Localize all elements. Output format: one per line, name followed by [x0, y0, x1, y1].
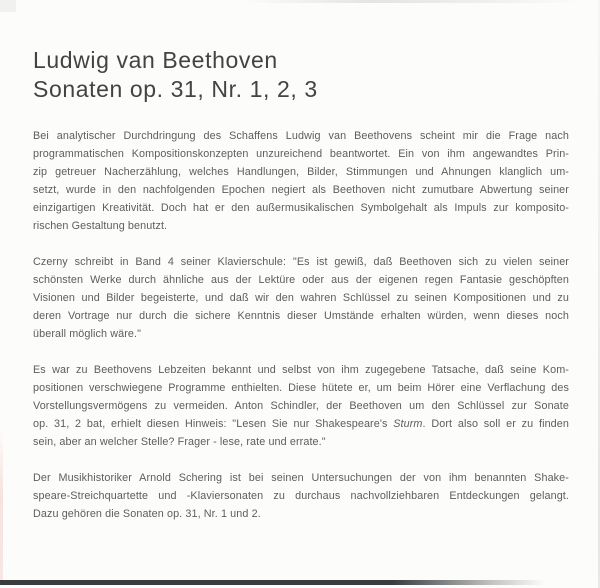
- page-title: [33, 46, 318, 104]
- page-title-line-1: Ludwig van Beethoven: [33, 47, 278, 73]
- text-line: Es war zu Beethovens Lebzeiten bekannt und selbst von ihm zugegebene Tatsache, daß seine Kom-: [33, 364, 569, 376]
- text-line: setzt, wurde in den nachfolgenden Epochen negiert als Beethoven nicht zumutbare Abwertung seiner: [33, 184, 569, 196]
- text-line: Der Musikhistoriker Arnold Schering ist bei seinen Untersuchungen der von ihm benannten Shake-: [33, 472, 569, 484]
- text-line: programmatischen Kompositionskonzepten unzureichend beantwortet. Ein von ihm angewandtes Prin-: [33, 148, 569, 160]
- scan-edge-left: [0, 430, 3, 585]
- scan-edge-bottom: [0, 580, 545, 585]
- text-line: op. 31, 2 bat, erhielt diesen Hinweis: "Lesen Sie nur Shakespeare's Sturm. Dort also soll er zu finden: [33, 418, 569, 430]
- text-line: einzigartigen Kreativität. Doch hat er den außermusikalischen Symbolgehalt als Impuls zur komposito-: [33, 202, 569, 214]
- text-line: Bei analytischer Durchdringung des Schaffens Ludwig van Beethovens scheint mir die Frage nach: [33, 130, 569, 142]
- text-line: positionen verschwiegene Programme enthielten. Diese hütete er, um beim Hörer eine Verflachung des: [33, 382, 569, 394]
- text-line: Vorstellungsvermögens zu vermeiden. Anton Schindler, der Beethoven um den Schlüssel zur Sonate: [33, 400, 569, 412]
- text-line: überall möglich wäre.": [33, 328, 142, 340]
- text-line: rischen Gestaltung benutzt.: [33, 220, 168, 232]
- paragraph-4: [33, 469, 569, 523]
- text-line: schönsten Werke durch ähnliche aus der Lektüre oder aus der eigenen regen Fantasie geschöpften: [33, 274, 569, 286]
- text-line: Visionen und Bilder begeisterte, und daß wir den wahren Schlüssel zu seinen Kompositionen und zu: [33, 292, 569, 304]
- text-line: deren Vortrage nur durch die sichere Kenntnis dieser Umstände erhalten würden, wenn dieses noch: [33, 310, 569, 322]
- text-line: Czerny schreibt in Band 4 seiner Klavierschule: "Es ist gewiß, daß Beethoven sich zu vielen seiner: [33, 256, 569, 268]
- scan-edge-top: [0, 0, 600, 3]
- text-line: speare-Streichquartette und -Klaviersonaten zu durchaus nachvollziehbaren Entdeckungen gelangt.: [33, 490, 569, 502]
- article-body: [33, 127, 569, 541]
- italic-work-title: Sturm: [393, 418, 423, 430]
- paragraph-1: [33, 127, 569, 235]
- paragraph-2: [33, 253, 569, 343]
- paragraph-3: [33, 361, 569, 451]
- text-line: Dazu gehören die Sonaten op. 31, Nr. 1 und 2.: [33, 508, 261, 520]
- scan-corner-top-left: [0, 0, 16, 12]
- text-line: sein, aber an welcher Stelle? Frager - lese, rate und errate.": [33, 436, 326, 448]
- page-title-line-2: Sonaten op. 31, Nr. 1, 2, 3: [33, 76, 318, 102]
- text-line: zip getreuer Nacherzählung, welches Handlungen, Bilder, Stimmungen und Ahnungen klanglich um-: [33, 166, 569, 178]
